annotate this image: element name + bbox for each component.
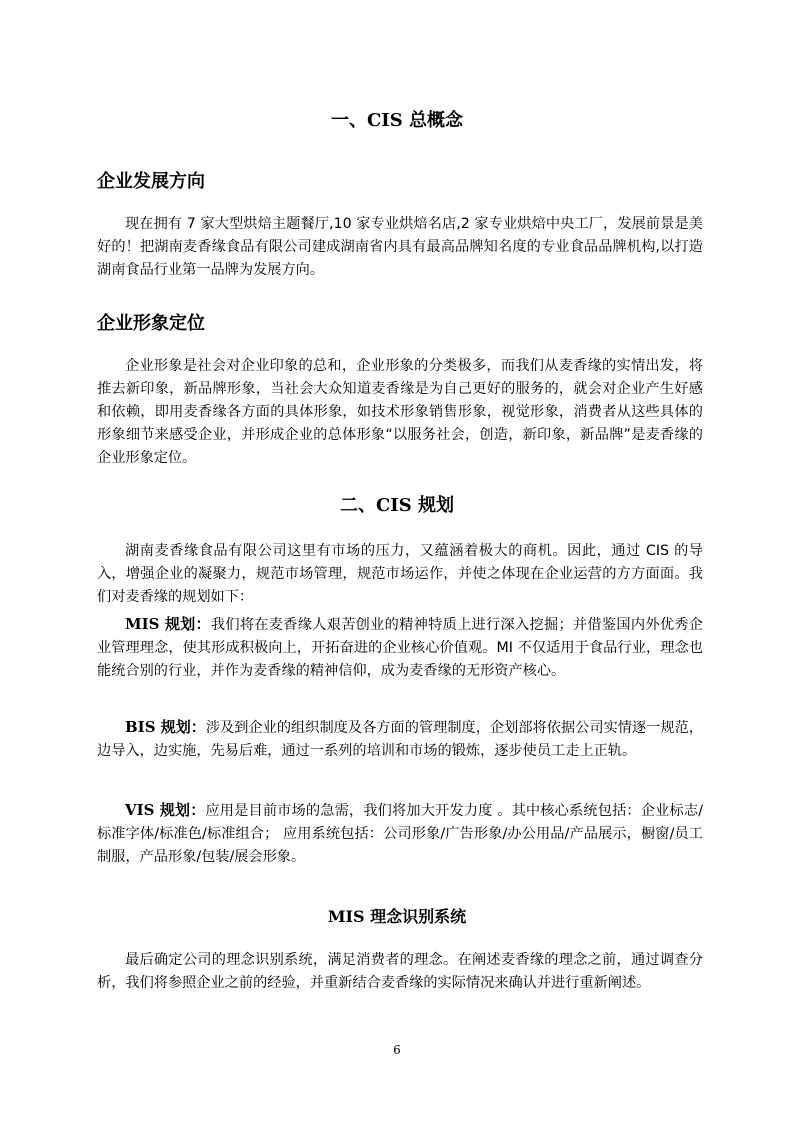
paragraph-bis-plan bbox=[97, 716, 703, 763]
heading-image-position: 企业形象定位 bbox=[97, 313, 205, 334]
vis-plan-text: 应用是目前市场的急需，我们将加大开发力度 。其中核心系统包括：企业标志/标准字体/标准色/标准组合； 应用系统包括：公司形象/广告形象/办公用品/产品展示，橱窗/员工制服，产品形象/包装/展会形象。 bbox=[97, 803, 703, 865]
paragraph-cis-plan-intro: 湖南麦香缘食品有限公司这里有市场的压力，又蕴涵着极大的商机。因此，通过 CIS 的导入，增强企业的凝聚力，规范市场管理，规范市场运作，并使之体现在企业运营的方方面面。我们对麦香缘的规划如下： bbox=[97, 543, 703, 605]
heading-mis-system: MIS 理念识别系统 bbox=[327, 907, 467, 926]
page-number: 6 bbox=[393, 1043, 401, 1057]
paragraph-image-position: 企业形象是社会对企业印象的总和，企业形象的分类极多，而我们从麦香缘的实情出发，将推去新印象，新品牌形象，当社会大众知道麦香缘是为自己更好的服务的，就会对企业产生好感和依赖，即用麦香缘各方面的具体形象，如技术形象销售形象，视觉形象，消费者从这些具体的形象细节来感受企业，并形成企业的总体形象“以服务社会，创造，新印象，新品牌”是麦香缘的企业形象定位。 bbox=[97, 358, 703, 466]
vis-plan-label: VIS 规划： bbox=[125, 801, 206, 819]
bis-plan-label: BIS 规划： bbox=[125, 718, 206, 736]
paragraph-mis-plan bbox=[97, 613, 703, 683]
section-title-cis-plan: 二、CIS 规划 bbox=[339, 495, 454, 516]
heading-dev-direction: 企业发展方向 bbox=[97, 171, 205, 192]
paragraph-vis-plan bbox=[97, 799, 703, 869]
mis-plan-label: MIS 规划： bbox=[125, 615, 211, 633]
paragraph-dev-direction: 现在拥有 7 家大型烘焙主题餐厅,10 家专业烘焙名店,2 家专业烘焙中央工厂，发展前景是美好的！把湖南麦香缘食品有限公司建成湖南省内具有最高品牌知名度的专业食品品牌机构,以打造湖南食品行业第一品牌为发展方向。 bbox=[97, 216, 703, 278]
section-title-cis-concept: 一、CIS 总概念 bbox=[330, 110, 463, 131]
paragraph-mis-system: 最后确定公司的理念识别系统，满足消费者的理念。在阐述麦香缘的理念之前，通过调查分析，我们将参照企业之前的经验，并重新结合麦香缘的实际情况来确认并进行重新阐述。 bbox=[97, 952, 703, 991]
bis-plan-text: 涉及到企业的组织制度及各方面的管理制度，企划部将依据公司实情逐一规范，边导入，边实施，先易后难，通过一系列的培训和市场的锻炼，逐步使员工走上正轨。 bbox=[97, 720, 703, 759]
mis-plan-text: 我们将在麦香缘人艰苦创业的精神特质上进行深入挖掘；并借鉴国内外优秀企业管理理念，使其形成积极向上，开拓奋进的企业核心价值观。MI 不仅适用于食品行业，理念也能统合别的行业，并作为麦香缘的精神信仰，成为麦香缘的无形资产核心。 bbox=[97, 617, 703, 679]
